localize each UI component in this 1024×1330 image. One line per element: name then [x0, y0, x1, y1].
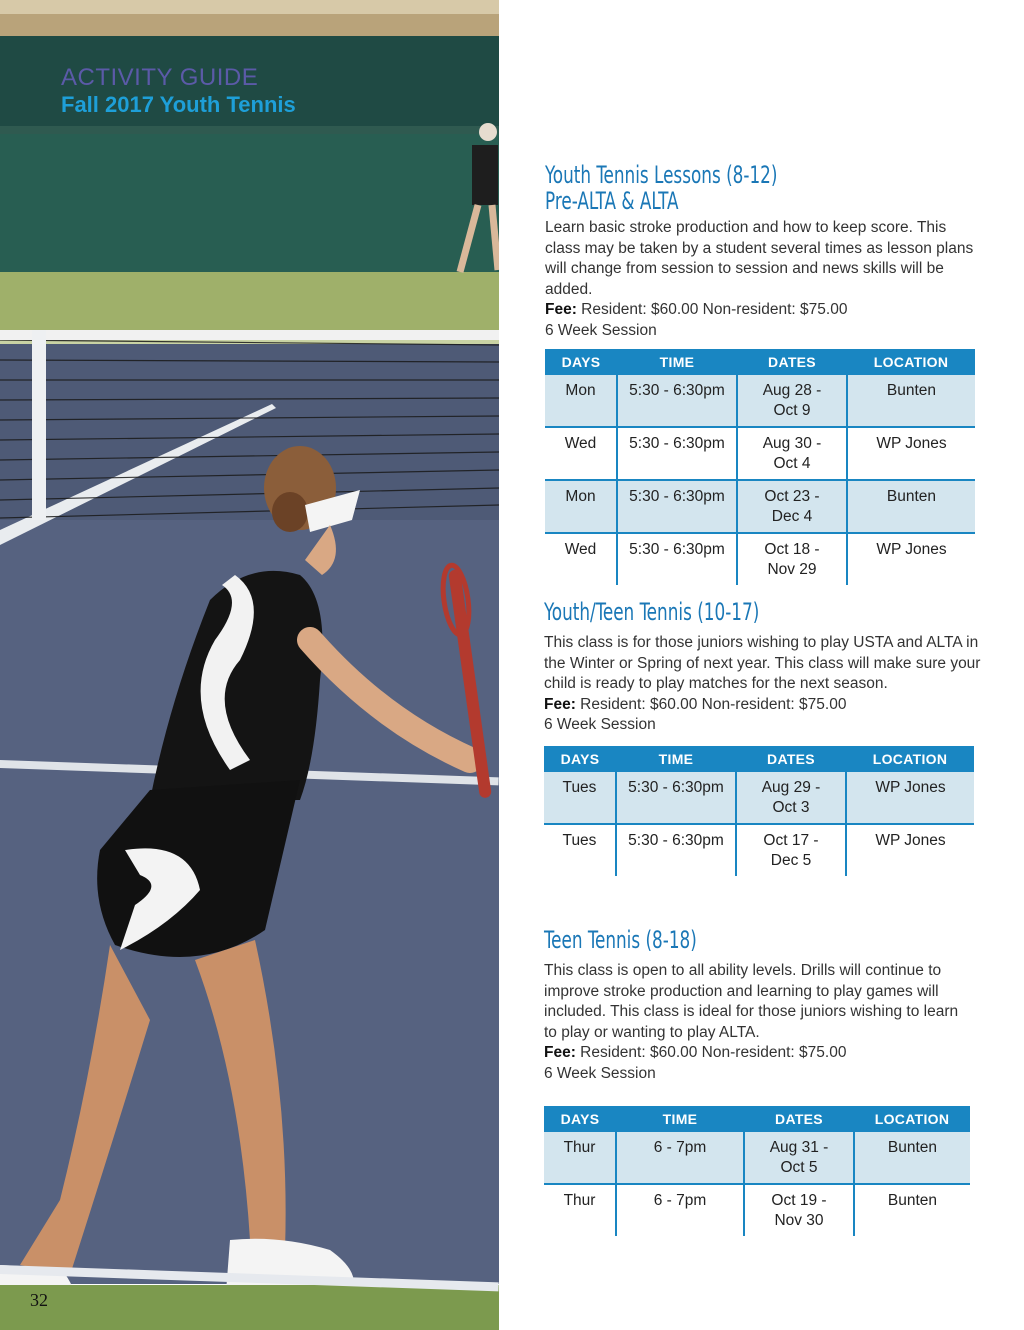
table-header-row: [544, 1106, 970, 1132]
cell-dates: [744, 1132, 854, 1184]
cell-dates: [737, 533, 847, 585]
cell-time: 5:30 - 6:30pm: [617, 480, 737, 533]
cell-day: Wed: [545, 427, 617, 480]
header-days: DAYS: [544, 746, 616, 772]
cell-location: Bunten: [847, 375, 975, 427]
activity-guide-label: ACTIVITY GUIDE: [61, 64, 259, 91]
header-dates: DATES: [737, 349, 847, 375]
cell-time: 6 - 7pm: [616, 1184, 744, 1236]
table-header-row: [545, 349, 975, 375]
header-dates: DATES: [736, 746, 846, 772]
date-start: Aug 30 -: [762, 435, 822, 452]
header-location: LOCATION: [846, 746, 974, 772]
cell-location: Bunten: [847, 480, 975, 533]
date-start: Oct 18 -: [764, 541, 820, 558]
cell-location: Bunten: [854, 1184, 970, 1236]
cell-dates: [737, 480, 847, 533]
header-location: LOCATION: [854, 1106, 970, 1132]
cell-day: Mon: [545, 375, 617, 427]
fee-label: Fee:: [545, 301, 577, 318]
section-title: Teen Tennis (8-18): [544, 926, 697, 954]
photo-illustration: [0, 0, 499, 1330]
header-time: TIME: [616, 746, 736, 772]
date-end: Oct 9: [773, 402, 811, 419]
cell-dates: [744, 1184, 854, 1236]
section-teen-tennis: [544, 927, 984, 1236]
schedule-table: [545, 349, 975, 585]
cell-time: 5:30 - 6:30pm: [617, 533, 737, 585]
cell-day: Thur: [544, 1132, 616, 1184]
table-row: [545, 375, 975, 427]
fee-text: Resident: $60.00 Non-resident: $75.00: [575, 695, 847, 713]
table-row: [545, 480, 975, 533]
table-row: [544, 1184, 970, 1236]
fee-text: Resident: $60.00 Non-resident: $75.00: [575, 1044, 847, 1061]
cell-time: 5:30 - 6:30pm: [616, 772, 736, 824]
header-dates: DATES: [744, 1106, 854, 1132]
table-header-row: [544, 746, 974, 772]
cell-location: WP Jones: [847, 533, 975, 585]
cell-dates: [736, 772, 846, 824]
schedule-table: [544, 746, 974, 876]
section-description: Learn basic stroke production and how to keep score. This class may be taken by a student several times as lesson plans will change from session to session and news skills will be added.: [545, 219, 974, 298]
session-length: 6 Week Session: [544, 716, 656, 733]
section-description: This class is open to all ability levels. Drills will continue to improve stroke production and learning to play games will included. This class is ideal for those juniors wishing to learn to play or wanting to play ALTA.: [544, 962, 959, 1041]
schedule-table: [544, 1106, 970, 1236]
cell-location: WP Jones: [846, 824, 974, 876]
cell-time: 5:30 - 6:30pm: [617, 427, 737, 480]
cell-location: WP Jones: [846, 772, 974, 824]
date-start: Oct 19 -: [771, 1192, 827, 1209]
section-title: Youth/Teen Tennis (10-17): [544, 598, 760, 626]
table-row: [544, 824, 974, 876]
cell-dates: [736, 824, 846, 876]
cell-location: Bunten: [854, 1132, 970, 1184]
table-row: [544, 1132, 970, 1184]
header-days: DAYS: [545, 349, 617, 375]
cell-time: 5:30 - 6:30pm: [617, 375, 737, 427]
fee-label: Fee:: [544, 695, 576, 713]
date-end: Dec 4: [771, 508, 813, 525]
header-time: TIME: [617, 349, 737, 375]
cell-time: 6 - 7pm: [616, 1132, 744, 1184]
header-location: LOCATION: [847, 349, 975, 375]
cell-day: Tues: [544, 772, 616, 824]
date-start: Aug 28 -: [762, 382, 822, 399]
table-row: [545, 427, 975, 480]
cell-time: 5:30 - 6:30pm: [616, 824, 736, 876]
session-length: 6 Week Session: [545, 321, 657, 339]
section-title: Youth Tennis Lessons (8-12): [545, 161, 778, 189]
section-subtitle: Pre-ALTA & ALTA: [545, 187, 679, 215]
section-description: This class is for those juniors wishing to play USTA and ALTA in the Winter or Spring of next year. This class will make sure your child is ready to play matches for the next season.: [544, 634, 981, 692]
date-end: Oct 4: [773, 455, 811, 472]
date-start: Oct 23 -: [764, 488, 820, 505]
date-start: Aug 29 -: [761, 778, 821, 796]
cell-dates: [737, 427, 847, 480]
date-end: Oct 3: [772, 798, 810, 816]
section-youth-tennis-lessons: [545, 162, 985, 585]
session-length: 6 Week Session: [544, 1064, 656, 1082]
date-end: Dec 5: [770, 851, 812, 869]
cell-day: Tues: [562, 831, 597, 849]
date-start: Oct 17 -: [763, 831, 819, 849]
cell-dates: [737, 375, 847, 427]
header-time: TIME: [616, 1106, 744, 1132]
table-row: [544, 772, 974, 824]
date-end: Nov 30: [774, 1212, 824, 1229]
cell-day: Wed: [564, 541, 597, 558]
header-days: DAYS: [544, 1106, 616, 1132]
date-end: Oct 5: [780, 1159, 818, 1176]
section-youth-teen-tennis: [544, 599, 984, 876]
cell-day: Thur: [563, 1192, 596, 1209]
table-row: [545, 533, 975, 585]
date-end: Nov 29: [767, 561, 817, 578]
cell-day: Mon: [545, 480, 617, 533]
tennis-player-photo: [0, 0, 499, 1330]
fee-line: [545, 300, 985, 321]
cell-location: WP Jones: [847, 427, 975, 480]
fee-line: [544, 695, 984, 716]
date-start: Aug 31 -: [769, 1139, 829, 1156]
fee-text: Resident: $60.00 Non-resident: $75.00: [576, 301, 848, 318]
guide-title: Fall 2017 Youth Tennis: [61, 92, 296, 117]
page-number: 32: [30, 1290, 48, 1310]
fee-label: Fee:: [544, 1044, 576, 1061]
fee-line: [544, 1043, 984, 1064]
